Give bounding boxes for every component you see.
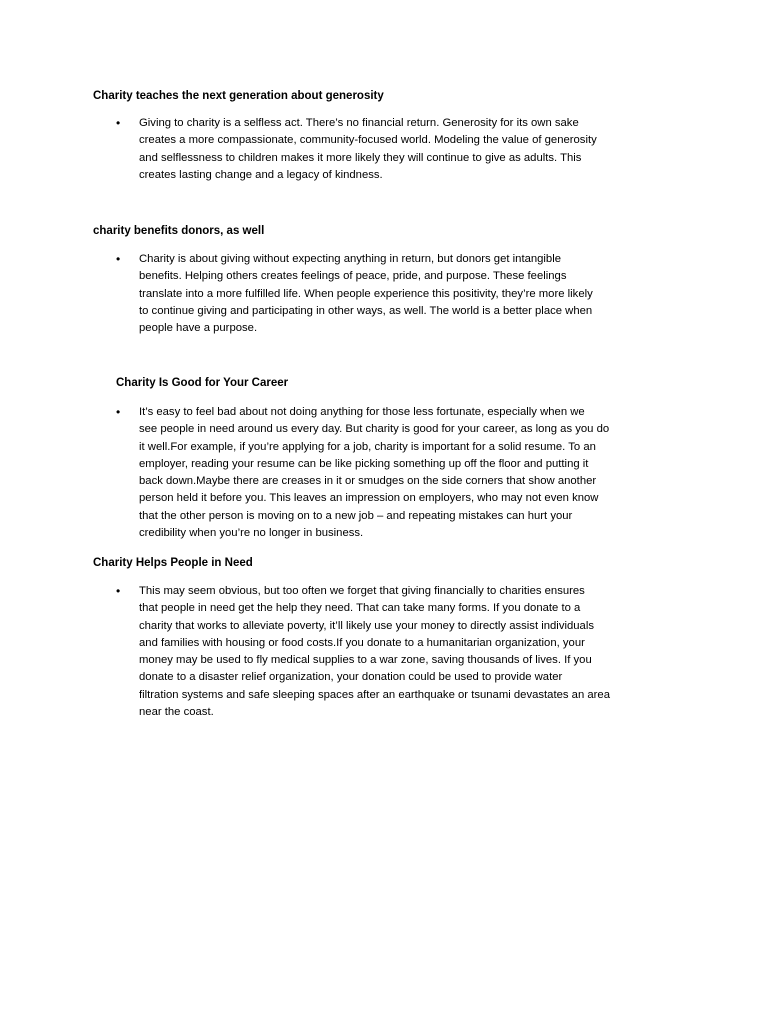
paragraph-line: it well.For example, if you’re applying for a job, charity is important for a solid resume. To an [139, 440, 596, 453]
bullet-paragraph [139, 115, 684, 184]
paragraph-line: It’s easy to feel bad about not doing anything for those less fortunate, especially when we [139, 406, 585, 418]
paragraph-line: money may be used to fly medical supplies to a war zone, saving thousands of lives. If you [139, 654, 592, 667]
paragraph-line: Charity is about giving without expecting anything in return, but donors get intangible [139, 253, 562, 265]
paragraph-line: that the other person is moving on to a new job – and repeating mistakes can hurt your [139, 509, 573, 522]
paragraph-line: person held it before you. This leaves an impression on employers, who may not even know [139, 492, 599, 505]
paragraph-line: back down.Maybe there are creases in it or smudges on the side corners that show another [139, 475, 597, 488]
paragraph-line: donate to a disaster relief organization, your donation could be used to provide water [139, 671, 563, 684]
paragraph-line: translate into a more fulfilled life. When people experience this positivity, they’re more likely [139, 287, 593, 300]
paragraph-line: and selflessness to children makes it more likely they will continue to give as adults. This [139, 151, 582, 164]
section-heading: Charity Is Good for Your Career [116, 377, 289, 389]
bullet-icon: • [116, 584, 121, 598]
paragraph-line: creates lasting change and a legacy of kindness. [139, 168, 383, 181]
paragraph-line: Giving to charity is a selfless act. There’s no financial return. Generosity for its own sake [139, 117, 579, 129]
paragraph-line: see people in need around us every day. But charity is good for your career, as long as you do [139, 423, 610, 436]
bullet-icon: • [116, 116, 121, 130]
bullet-paragraph [139, 251, 684, 337]
paragraph-line: that people in need get the help they need. That can take many forms. If you donate to a [139, 602, 581, 615]
paragraph-line: charity that works to alleviate poverty, it’ll likely use your money to directly assist individuals [139, 619, 594, 632]
section-heading: Charity Helps People in Need [93, 557, 253, 569]
paragraph-line: employer, reading your resume can be like picking something up off the floor and putting it [139, 457, 589, 470]
section-heading: charity benefits donors, as well [93, 225, 265, 237]
paragraph-line: credibility when you’re no longer in business. [139, 527, 364, 540]
bullet-icon: • [116, 405, 121, 419]
section-heading: Charity teaches the next generation about generosity [93, 90, 384, 102]
paragraph-line: filtration systems and safe sleeping spaces after an earthquake or tsunami devastates an area [139, 688, 610, 701]
paragraph-line: and families with housing or food costs.If you donate to a humanitarian organization, your [139, 636, 585, 649]
paragraph-line: people have a purpose. [139, 322, 258, 335]
paragraph-line: benefits. Helping others creates feelings of peace, pride, and purpose. These feelings [139, 270, 567, 283]
bullet-icon: • [116, 252, 121, 266]
paragraph-line: This may seem obvious, but too often we forget that giving financially to charities ensures [139, 585, 585, 597]
paragraph-line: to continue giving and participating in other ways, as well. The world is a better place when [139, 304, 593, 317]
bullet-paragraph [139, 583, 684, 721]
bullet-paragraph [139, 404, 684, 542]
paragraph-line: near the coast. [139, 706, 214, 719]
paragraph-line: creates a more compassionate, community-focused world. Modeling the value of generosity [139, 134, 597, 147]
